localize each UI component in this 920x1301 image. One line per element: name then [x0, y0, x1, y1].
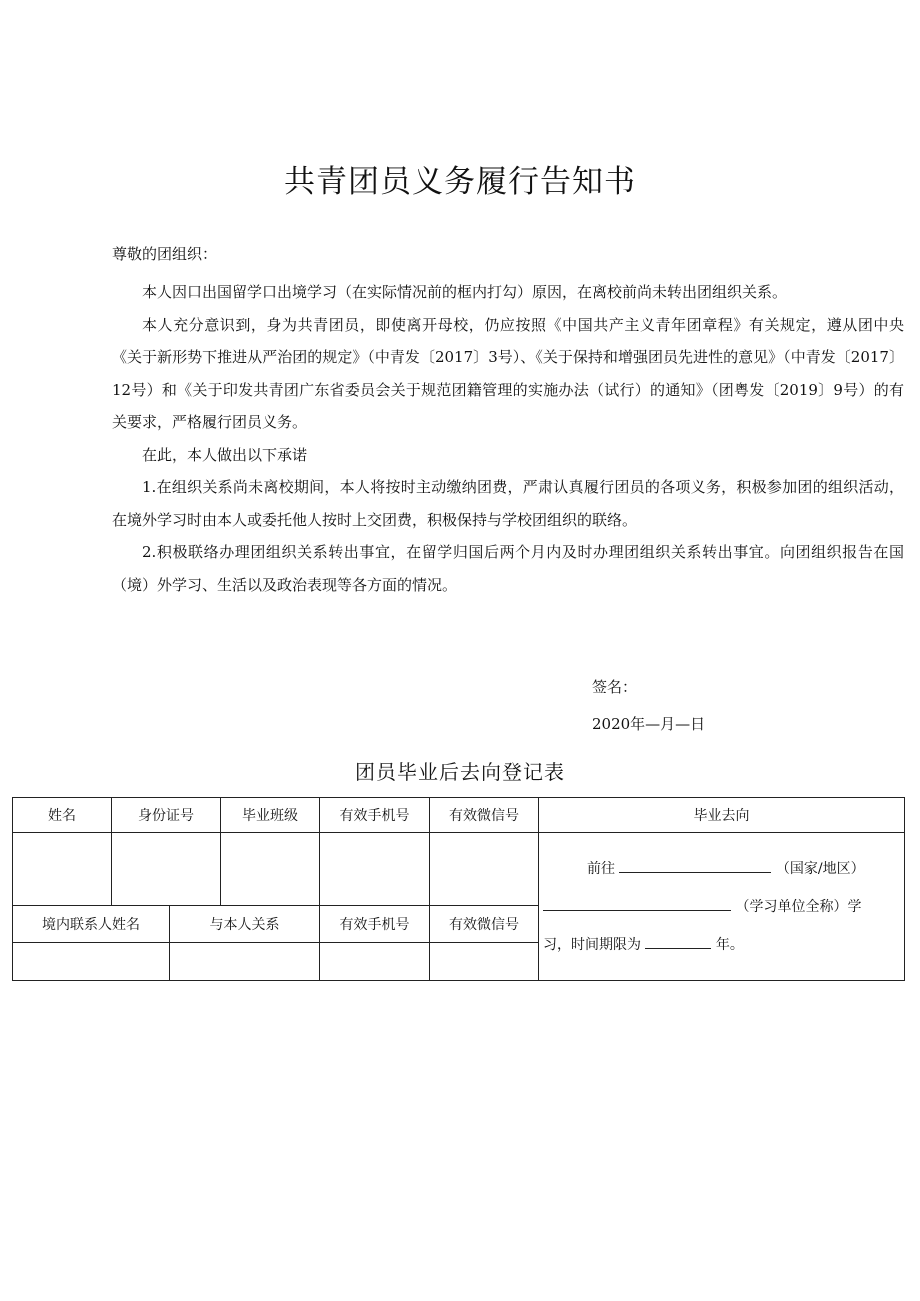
graduation-class-cell[interactable]	[221, 833, 320, 906]
header-wechat: 有效微信号	[430, 798, 539, 833]
mobile-cell[interactable]	[320, 833, 430, 906]
country-blank[interactable]	[619, 858, 771, 873]
header-relationship: 与本人关系	[170, 906, 320, 943]
greeting: 尊敬的团组织：	[112, 245, 218, 263]
destination-period-prefix: 习，时间期限为	[543, 936, 641, 953]
contact-mobile-cell[interactable]	[320, 943, 430, 981]
destination-prefix: 前往	[587, 860, 615, 877]
header-contact-name: 境内联系人姓名	[13, 906, 170, 943]
header-contact-mobile: 有效手机号	[320, 906, 430, 943]
header-graduation-class: 毕业班级	[221, 798, 320, 833]
header-mobile: 有效手机号	[320, 798, 430, 833]
destination-cell[interactable]	[539, 833, 905, 981]
paragraph-commitment-1: 1.在组织关系尚未离校期间，本人将按时主动缴纳团费，严肃认真履行团员的各项义务，积极参加团的组织活动，在境外学习时由本人或委托他人按时上交团费，积极保持与学校团组织的联络。	[112, 478, 904, 529]
header-destination: 毕业去向	[539, 798, 905, 833]
paragraph-reason: 本人因口出国留学口出境学习（在实际情况前的框内打勾）原因，在离校前尚未转出团组织关系。	[142, 283, 788, 301]
destination-country-suffix: （国家/地区）	[775, 860, 865, 877]
id-number-cell[interactable]	[112, 833, 221, 906]
contact-name-cell[interactable]	[13, 943, 170, 981]
body-text	[112, 276, 904, 601]
header-name: 姓名	[13, 798, 112, 833]
document-title: 共青团员义务履行告知书	[284, 164, 636, 200]
header-id-number: 身份证号	[112, 798, 221, 833]
period-blank[interactable]	[645, 934, 711, 949]
study-unit-blank[interactable]	[543, 896, 731, 911]
destination-unit-suffix: （学习单位全称）学	[735, 898, 862, 915]
paragraph-commitment-2: 2.积极联络办理团组织关系转出事宜，在留学归国后两个月内及时办理团组织关系转出事宜。向团组织报告在国（境）外学习、生活以及政治表现等各方面的情况。	[112, 543, 904, 594]
signature-label: 签名：	[592, 678, 638, 696]
signature-date: 2020年—月—日	[592, 715, 706, 733]
paragraph-commitment-intro: 在此，本人做出以下承诺	[142, 445, 308, 464]
registration-table	[12, 797, 905, 981]
header-contact-wechat: 有效微信号	[430, 906, 539, 943]
wechat-cell[interactable]	[430, 833, 539, 906]
contact-wechat-cell[interactable]	[430, 943, 539, 981]
destination-period-suffix: 年。	[715, 936, 744, 953]
paragraph-awareness: 本人充分意识到，身为共青团员，即使离开母校，仍应按照《中国共产主义青年团章程》有关规定，遵从团中央《关于新形势下推进从严治团的规定》（中青发〔2017〕3号）、《关于保持和增强团员先进性的意见》（中青发〔2017〕12号）和《关于印发共青团广东省委员会关于规范团籍管理的实施办法（试行）的通知》（团粤发〔2019〕9号）的有关要求，严格履行团员义务。	[112, 315, 904, 431]
table-row	[13, 833, 905, 906]
name-cell[interactable]	[13, 833, 112, 906]
relationship-cell[interactable]	[170, 943, 320, 981]
table-header-row	[13, 798, 905, 833]
table-title: 团员毕业后去向登记表	[355, 760, 565, 784]
